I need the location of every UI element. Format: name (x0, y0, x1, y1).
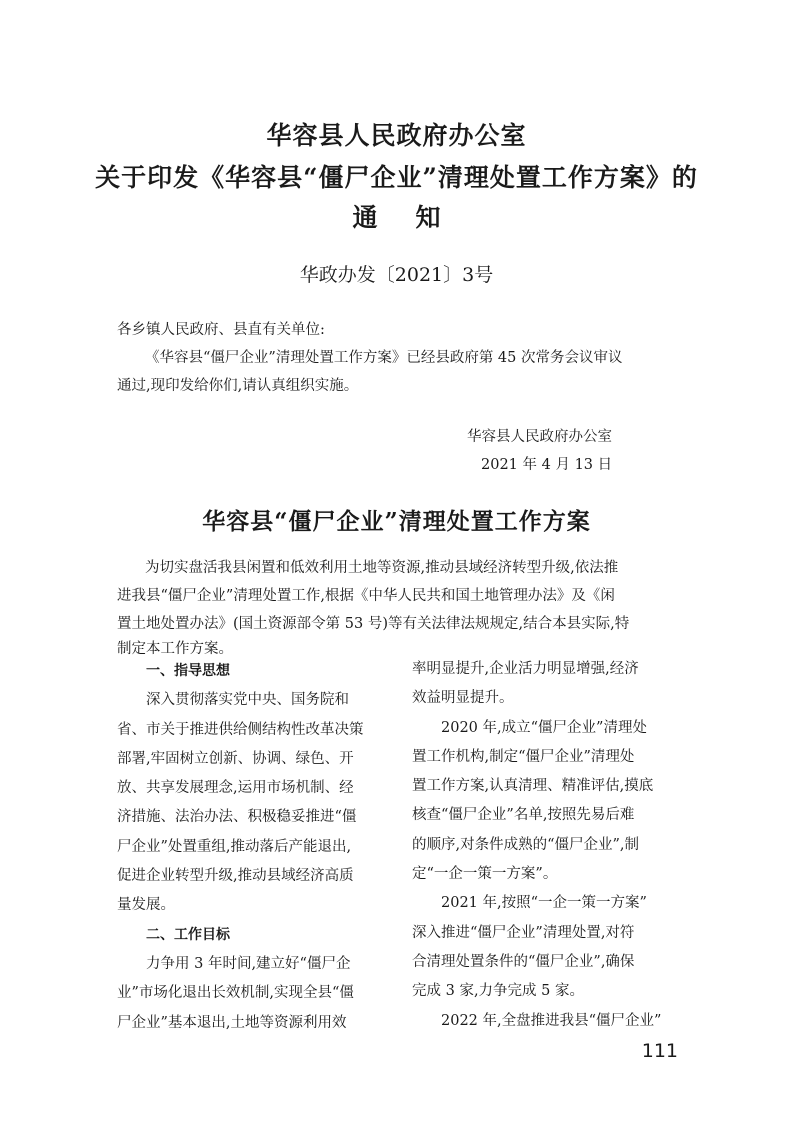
notice-body-line-2: 通过,现印发给你们,请认真组织实施。 (117, 378, 359, 394)
plan-title: 华容县“僵尸企业”清理处置工作方案 (202, 508, 591, 535)
paragraph-line: 深入推进“僵尸企业”清理处置,对符 (412, 924, 635, 941)
paragraph-line: 定“一企一策一方案”。 (412, 866, 558, 883)
left-column (117, 657, 364, 1038)
paragraph-line: 济措施、法治办法、积极稳妥推进“僵 (117, 809, 357, 826)
paragraph-line: 业”市场化退出长效机制,实现全县“僵 (117, 985, 354, 1002)
paragraph-line: 核查“僵尸企业”名单,按照先易后难 (412, 807, 635, 824)
paragraph-line: 完成 3 家,力争完成 5 家。 (412, 983, 584, 1000)
addressee: 各乡镇人民政府、县直有关单位: (117, 322, 325, 338)
title-line-3 (0, 198, 793, 234)
title-char-zhi: 知 (415, 203, 441, 232)
paragraph-line: 效益明显提升。 (412, 690, 514, 707)
intro-line: 制定本工作方案。 (117, 641, 233, 657)
title-line-2: 关于印发《华容县“僵尸企业”清理处置工作方案》的 (95, 163, 698, 192)
paragraph-line: 2020 年,成立“僵尸企业”清理处 (441, 719, 647, 736)
paragraph-line: 尸企业”处置重组,推动落后产能退出, (117, 838, 352, 855)
paragraph-line: 合清理处置条件的“僵尸企业”,确保 (412, 953, 635, 970)
notice-body-line-1: 《华容县“僵尸企业”清理处置工作方案》已经县政府第 45 次常务会议审议 (145, 350, 623, 366)
paragraph-line: 置工作方案,认真清理、精准评估,摸底 (412, 778, 654, 795)
paragraph-line: 置工作机构,制定“僵尸企业”清理处 (412, 748, 635, 765)
intro-line: 置土地处置办法》(国土资源部令第 53 号)等有关法律法规规定,结合本县实际,特 (117, 616, 630, 632)
paragraph-line: 省、市关于推进供给侧结构性改革决策 (117, 721, 364, 738)
issue-date: 2021 年 4 月 13 日 (481, 457, 613, 473)
paragraph-line: 部署,牢固树立创新、协调、绿色、开 (117, 750, 354, 767)
paragraph-line: 2021 年,按照“一企一策一方案” (441, 895, 647, 912)
title-char-tong: 通 (352, 203, 378, 232)
issuer-signature: 华容县人民政府办公室 (467, 429, 612, 445)
intro-line: 进我县“僵尸企业”清理处置工作,根据《中华人民共和国土地管理办法》及《闲 (117, 588, 615, 604)
paragraph-line: 促进企业转型升级,推动县域经济高质 (117, 868, 354, 885)
right-column (412, 655, 661, 1036)
paragraph-line: 量发展。 (117, 897, 175, 914)
paragraph-line: 率明显提升,企业活力明显增强,经济 (412, 661, 639, 677)
section-heading: 二、工作目标 (146, 926, 230, 943)
paragraph-line: 的顺序,对条件成熟的“僵尸企业”,制 (412, 836, 640, 853)
paragraph-line: 尸企业”基本退出,土地等资源利用效 (117, 1014, 347, 1031)
page-number: 111 (641, 1040, 678, 1062)
section-heading: 一、指导思想 (146, 663, 230, 679)
document-number: 华政办发〔2021〕3号 (299, 264, 494, 286)
title-line-1: 华容县人民政府办公室 (266, 121, 527, 150)
intro-line: 为切实盘活我县闲置和低效利用土地等资源,推动县域经济转型升级,依法推 (145, 560, 619, 576)
paragraph-line: 深入贯彻落实党中央、国务院和 (146, 692, 349, 709)
paragraph-line: 力争用 3 年时间,建立好“僵尸企 (146, 955, 351, 972)
paragraph-line: 放、共享发展理念,运用市场机制、经 (117, 780, 354, 797)
paragraph-line: 2022 年,全盘推进我县“僵尸企业” (441, 1012, 662, 1029)
